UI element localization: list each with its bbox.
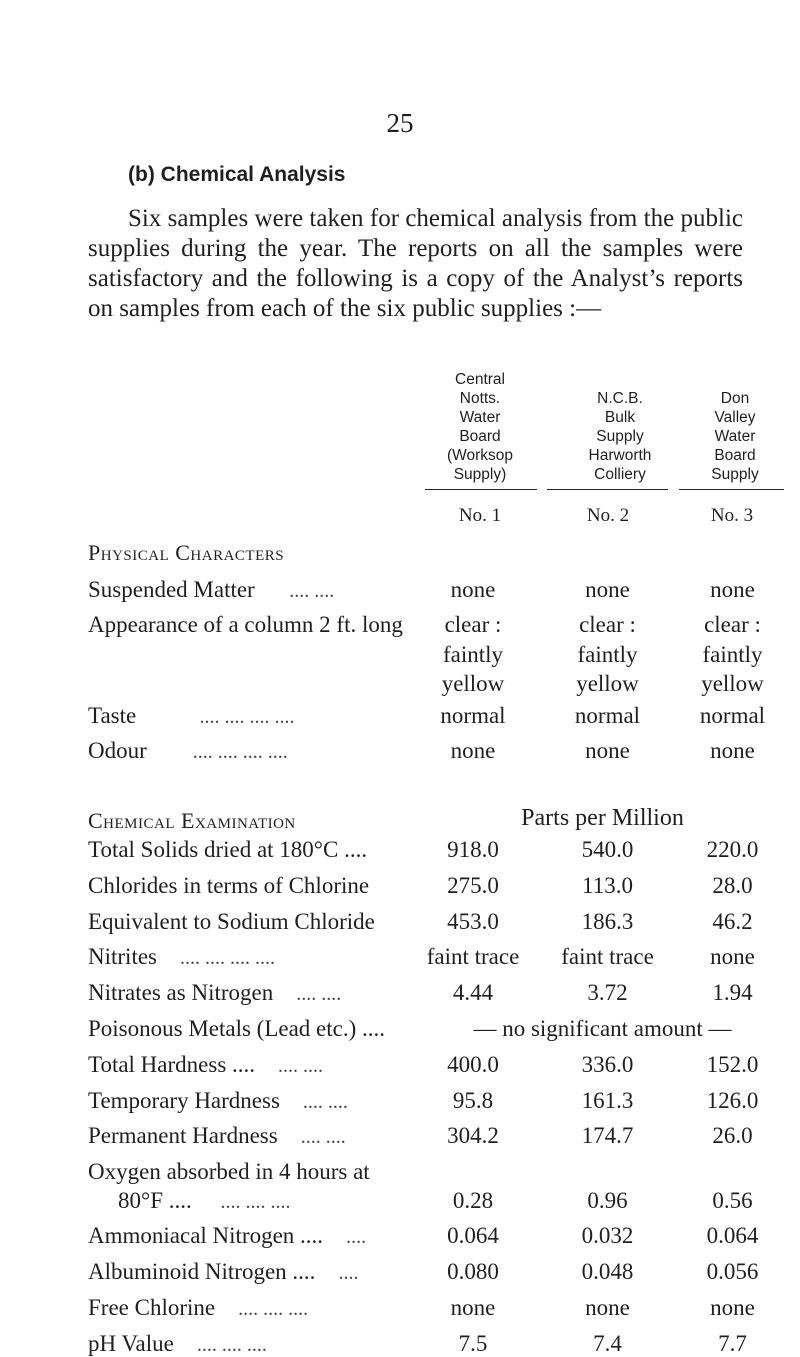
table-cell: 0.048 xyxy=(581,1259,634,1284)
table-cell: 26.0 xyxy=(712,1123,753,1149)
table-cell: 3.72 xyxy=(587,980,628,1006)
table-cell: 0.064 xyxy=(447,1223,499,1249)
table-cell: yellow xyxy=(576,671,639,696)
column-header-3: Don Valley Water Board Supply xyxy=(711,390,759,483)
table-cell: normal xyxy=(574,703,641,728)
table-cell: faintly xyxy=(442,642,504,667)
table-cell: yellow xyxy=(701,671,764,696)
column-header-2: N.C.B. Bulk Supply Harworth Colliery xyxy=(588,390,652,483)
table-cell: faintly xyxy=(702,642,763,667)
row-label: Poisonous Metals (Lead etc.) .... xyxy=(88,1016,386,1041)
table-cell: 400.0 xyxy=(447,1051,499,1077)
row-label: Oxygen absorbed in 4 hours at xyxy=(88,1159,370,1185)
table-cell: 453.0 xyxy=(447,908,499,934)
table-cell: 95.8 xyxy=(452,1087,494,1113)
table-cell: 0.080 xyxy=(447,1259,499,1284)
table-cell: none xyxy=(585,1294,630,1320)
table-cell: 540.0 xyxy=(581,837,634,862)
table-cell: none xyxy=(710,577,755,602)
row-label: Nitrates as Nitrogen .... .... xyxy=(88,980,342,1006)
table-cell: 7.4 xyxy=(593,1330,622,1356)
physical-section-title: Physical Characters xyxy=(88,540,285,565)
table-cell: 0.064 xyxy=(706,1223,759,1249)
row-label: Taste .... .... .... .... xyxy=(88,703,295,728)
section-heading: (b) Chemical Analysis xyxy=(128,163,346,186)
row-label: pH Value .... .... .... xyxy=(88,1330,267,1356)
table-cell: none xyxy=(450,1294,496,1320)
column-rule-2 xyxy=(547,489,668,490)
row-label: Free Chlorine .... .... .... xyxy=(88,1294,309,1320)
table-cell: 4.44 xyxy=(452,980,494,1006)
table-cell: 174.7 xyxy=(581,1123,634,1149)
table-cell: 304.2 xyxy=(447,1123,499,1149)
table-cell: faint trace xyxy=(426,944,520,970)
table-cell: normal xyxy=(440,703,506,728)
table-cell: 161.3 xyxy=(581,1087,634,1113)
row-label: Temporary Hardness .... .... xyxy=(88,1087,348,1113)
chemical-section-title: Chemical Examination xyxy=(88,808,296,833)
page-number: 25 xyxy=(386,108,414,138)
table-cell: none xyxy=(710,738,755,763)
table-cell-span: — no significant amount — xyxy=(473,1016,732,1041)
row-label: Equivalent to Sodium Chloride xyxy=(88,908,375,934)
table-cell: 126.0 xyxy=(706,1087,759,1113)
row-label: Albuminoid Nitrogen .... .... xyxy=(88,1259,359,1284)
table-cell: clear : xyxy=(579,612,636,637)
table-cell: 0.96 xyxy=(587,1188,628,1214)
column-number-3: No. 3 xyxy=(710,505,754,526)
table-cell: 28.0 xyxy=(712,872,753,898)
column-rule-1 xyxy=(425,489,537,490)
table-cell: faint trace xyxy=(561,944,654,970)
row-label: Suspended Matter .... .... xyxy=(88,577,335,602)
table-cell: 0.56 xyxy=(712,1188,753,1214)
row-label: Chlorides in terms of Chlorine xyxy=(88,872,370,898)
table-cell: 1.94 xyxy=(712,980,753,1006)
column-rule-3 xyxy=(679,489,784,490)
table-cell: 46.2 xyxy=(712,908,753,934)
table-cell: 918.0 xyxy=(447,837,499,862)
row-label: Nitrites .... .... .... .... xyxy=(88,944,275,970)
table-cell: 275.0 xyxy=(447,872,499,898)
units-heading: Parts per Million xyxy=(521,805,684,831)
row-label: Appearance of a column 2 ft. long xyxy=(88,612,403,637)
row-label: Total Solids dried at 180°C .... xyxy=(88,837,368,862)
table-cell: 186.3 xyxy=(581,908,634,934)
table-cell: normal xyxy=(699,703,766,728)
table-cell: 7.5 xyxy=(458,1330,488,1356)
table-cell: 113.0 xyxy=(582,872,633,898)
table-cell: faintly xyxy=(577,642,638,667)
table-cell: 7.7 xyxy=(718,1330,747,1356)
row-label: Odour .... .... .... .... xyxy=(88,738,288,763)
table-cell: 0.032 xyxy=(581,1223,634,1249)
table-cell: 0.28 xyxy=(452,1188,494,1214)
table-cell: clear : xyxy=(444,612,502,637)
table-cell: none xyxy=(450,738,496,763)
table-cell: none xyxy=(450,577,496,602)
intro-paragraph: Six samples were taken for chemical analysis from the public supplies during the year. The reports on all the samples were satisfactory and the following is a copy of the Analyst’s reports on samples from each of the six public supplies :— xyxy=(88,205,743,322)
table-cell: 220.0 xyxy=(706,837,759,862)
table-cell: 0.056 xyxy=(706,1259,759,1284)
table-cell: none xyxy=(585,738,630,763)
table-cell: none xyxy=(710,944,755,970)
table-cell: yellow xyxy=(441,671,505,696)
table-cell: clear : xyxy=(704,612,761,637)
table-cell: none xyxy=(710,1294,755,1320)
column-number-2: No. 2 xyxy=(586,505,630,526)
table-cell: 336.0 xyxy=(581,1051,634,1077)
row-label: Total Hardness .... .... .... xyxy=(88,1051,324,1077)
row-label: Ammoniacal Nitrogen .... .... xyxy=(88,1223,367,1249)
table-cell: 152.0 xyxy=(706,1051,759,1077)
column-header-1: Central Notts. Water Board (Worksop Supply) xyxy=(446,371,514,483)
table-cell: none xyxy=(585,577,630,602)
column-number-1: No. 1 xyxy=(458,505,502,526)
row-label-continued: 80°F .... .... .... .... xyxy=(118,1188,291,1214)
row-label: Permanent Hardness .... .... xyxy=(88,1123,346,1149)
